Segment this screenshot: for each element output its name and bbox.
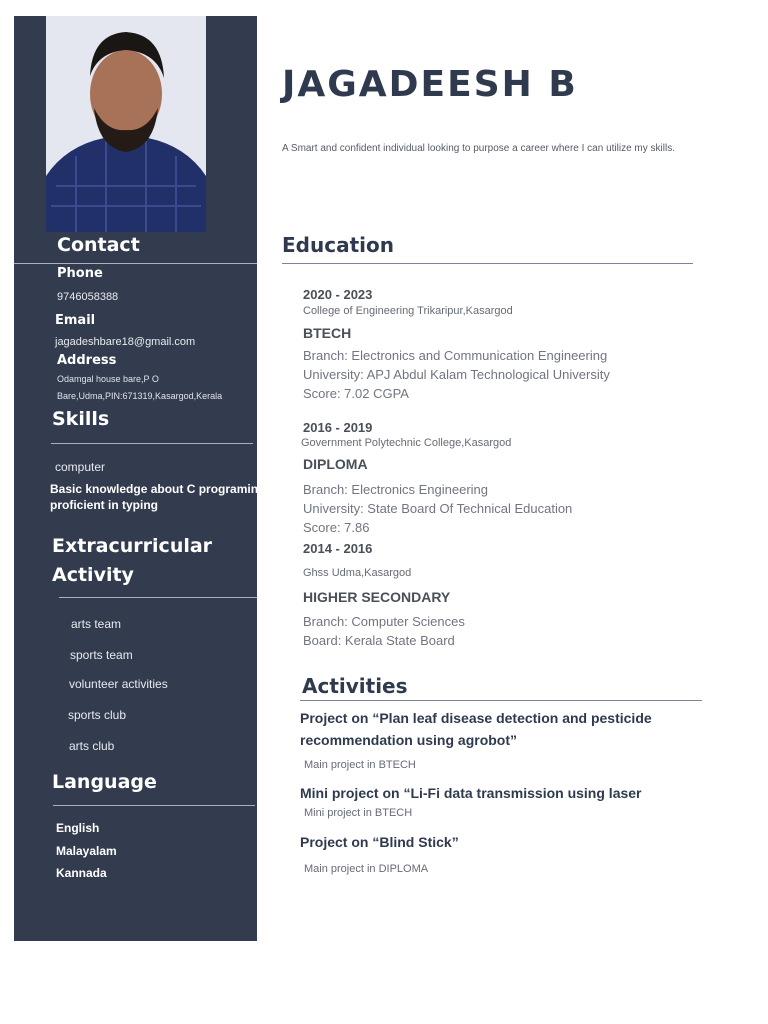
contact-heading: Contact: [57, 234, 140, 256]
education-institution: Government Polytechnic College,Kasargod: [301, 437, 512, 449]
language-divider: [53, 805, 255, 806]
email-address: jagadeshbare18@gmail.com: [55, 336, 196, 348]
language-item: Malayalam: [56, 844, 117, 858]
address-line1: Odamgal house bare,P O: [57, 374, 159, 384]
sidebar: [14, 16, 266, 941]
candidate-name: JAGADEESH B: [282, 64, 578, 105]
activities-divider: [300, 700, 702, 701]
language-item: English: [56, 821, 100, 835]
education-detail: Branch: Electronics Engineering: [303, 482, 488, 497]
education-degree: DIPLOMA: [303, 456, 368, 472]
education-detail: Score: 7.86: [303, 520, 370, 535]
education-detail: Score: 7.02 CGPA: [303, 386, 409, 401]
language-heading: Language: [52, 771, 157, 793]
project-subtitle: Main project in BTECH: [304, 759, 416, 771]
activity-item: sports club: [68, 708, 127, 722]
education-years: 2020 - 2023: [303, 287, 373, 302]
education-years: 2014 - 2016: [303, 541, 373, 556]
education-heading: Education: [282, 233, 394, 257]
language-item: Kannada: [56, 866, 107, 880]
skills-heading: Skills: [52, 408, 110, 430]
skill-item: Basic knowledge about C programing: [50, 482, 266, 496]
address-label: Address: [57, 353, 117, 368]
extracurricular-heading: Extracurricular: [52, 535, 213, 557]
summary-text: A Smart and confident individual looking to purpose a career where I can utilize my skills.: [282, 143, 675, 154]
education-institution: Ghss Udma,Kasargod: [303, 567, 412, 579]
project-subtitle: Main project in DIPLOMA: [304, 863, 429, 875]
education-detail: University: State Board Of Technical Education: [303, 501, 573, 516]
email-label: Email: [55, 313, 96, 328]
activity-item: volunteer activities: [69, 677, 168, 691]
project-title: Project on “Blind Stick”: [300, 834, 459, 850]
activity-item: arts club: [69, 739, 115, 753]
education-detail: Board: Kerala State Board: [303, 633, 455, 648]
phone-label: Phone: [57, 266, 103, 281]
phone-number: 9746058388: [57, 291, 119, 303]
contact-divider: [14, 263, 257, 264]
project-title: Project on “Plan leaf disease detection and pesticide: [300, 710, 652, 726]
education-detail: University: APJ Abdul Kalam Technological University: [303, 367, 610, 382]
activity-item: sports team: [70, 648, 133, 662]
education-detail: Branch: Computer Sciences: [303, 614, 465, 629]
project-title-line2: recommendation using agrobot”: [300, 732, 518, 748]
education-institution: College of Engineering Trikaripur,Kasargod: [303, 305, 513, 317]
skill-item: computer: [55, 460, 106, 474]
profile-photo: [46, 16, 206, 232]
skill-item: proficient in typing: [50, 498, 158, 512]
education-years: 2016 - 2019: [303, 420, 373, 435]
education-divider: [282, 263, 693, 264]
project-title: Mini project on “Li-Fi data transmission using laser: [300, 785, 642, 801]
address-line2: Bare,Udma,PIN:671319,Kasargod,Kerala: [57, 391, 223, 401]
activities-heading: Activities: [302, 674, 408, 698]
education-degree: BTECH: [303, 325, 352, 341]
skills-divider: [51, 443, 253, 444]
education-degree: HIGHER SECONDARY: [303, 589, 451, 605]
project-subtitle: Mini project in BTECH: [304, 807, 413, 819]
extracurricular-heading-line2: Activity: [52, 564, 134, 586]
activity-item: arts team: [71, 617, 122, 631]
education-detail: Branch: Electronics and Communication Engineering: [303, 348, 608, 363]
extracurricular-divider: [59, 597, 257, 598]
